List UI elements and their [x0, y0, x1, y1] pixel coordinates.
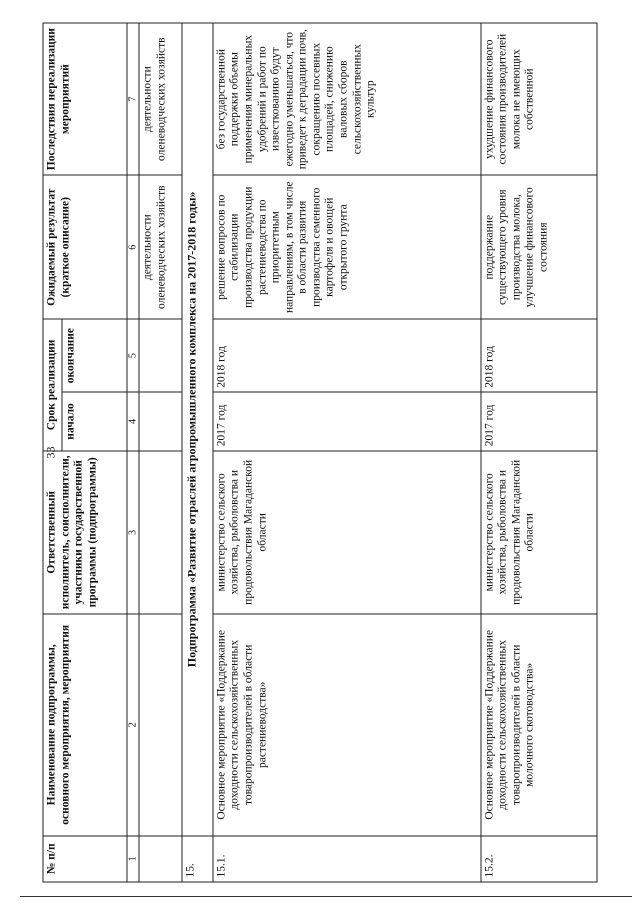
carryover-consequence: деятельности оленеводческих хозяйств: [139, 23, 182, 175]
row-num: 15.2.: [481, 836, 597, 882]
header-num: № п/п: [43, 836, 127, 882]
table-row: [213, 23, 481, 882]
row-end: 2018 год: [213, 319, 481, 392]
column-number: 7: [127, 23, 140, 175]
column-number: 4: [127, 392, 140, 450]
page-number: 33: [43, 446, 58, 459]
header-end: окончание: [62, 319, 127, 392]
row-result: решение вопросов по стабилизации производства продукции растениеводства по приоритетным направлениям, в том числе в области развития производства семенного картофеля и овощей открытого грунта: [213, 175, 481, 319]
header-name: Наименование подпрограммы, основного мероприятия, мероприятия: [43, 614, 127, 836]
header-row: [43, 23, 62, 882]
row-result: поддержание существующего уровня производства молока, улучшение финансового состояния: [481, 175, 597, 319]
carryover-row: [139, 23, 182, 882]
column-number: 2: [127, 614, 140, 836]
header-consequence: Последствия нереализации мероприятий: [43, 23, 127, 175]
header-start: начало: [62, 392, 127, 450]
row-consequence: без государственной поддержки объемы применения минеральных удобрений и работ по известкованию будут ежегодно уменьшаться, что приведет к деградации почв, сокращению посевных площадей, снижению валовых сборов сельскохозяйственных культур: [213, 23, 481, 175]
carryover-result: деятельности оленеводческих хозяйств: [139, 175, 182, 319]
row-start: 2017 год: [213, 392, 481, 450]
row-name: Основное мероприятие «Поддержание доходности сельскохозяйственных товаропроизводителей в области растениеводства»: [213, 614, 481, 836]
row-consequence: ухудшение финансового состояния производителей молока не имеющих собственной: [481, 23, 597, 175]
table-row: [481, 23, 597, 882]
row-end: 2018 год: [481, 319, 597, 392]
header-executor: Ответственный исполнитель, соисполнители, участники государственной программы (подпрограммы): [43, 451, 127, 614]
subprogram-row: [182, 23, 213, 882]
column-number-row: [127, 23, 140, 882]
row-num: 15.1.: [213, 836, 481, 882]
header-result: Ожидаемый результат (краткое описание): [43, 175, 127, 319]
row-start: 2017 год: [481, 392, 597, 450]
row-executor: министерство сельского хозяйства, рыболовства и продовольствия Магаданской области: [213, 451, 481, 614]
row-executor: министерство сельского хозяйства, рыболовства и продовольствия Магаданской области: [481, 451, 597, 614]
header-term: Срок реализации: [43, 319, 62, 451]
column-number: 6: [127, 175, 140, 319]
column-number: 5: [127, 319, 140, 392]
column-number: 1: [127, 836, 140, 882]
subprogram-title: Подпрограмма «Развитие отраслей агропромышленного комплекса на 2017-2018 годы»: [182, 23, 213, 836]
bottom-rule: [20, 896, 632, 897]
column-number: 3: [127, 451, 140, 614]
rotated-table-page: [43, 23, 598, 883]
subprogram-num: 15.: [182, 836, 213, 882]
measures-table: [43, 23, 598, 883]
row-name: Основное мероприятие «Поддержание доходности сельскохозяйственных товаропроизводителей в области молочного скотоводства»: [481, 614, 597, 836]
